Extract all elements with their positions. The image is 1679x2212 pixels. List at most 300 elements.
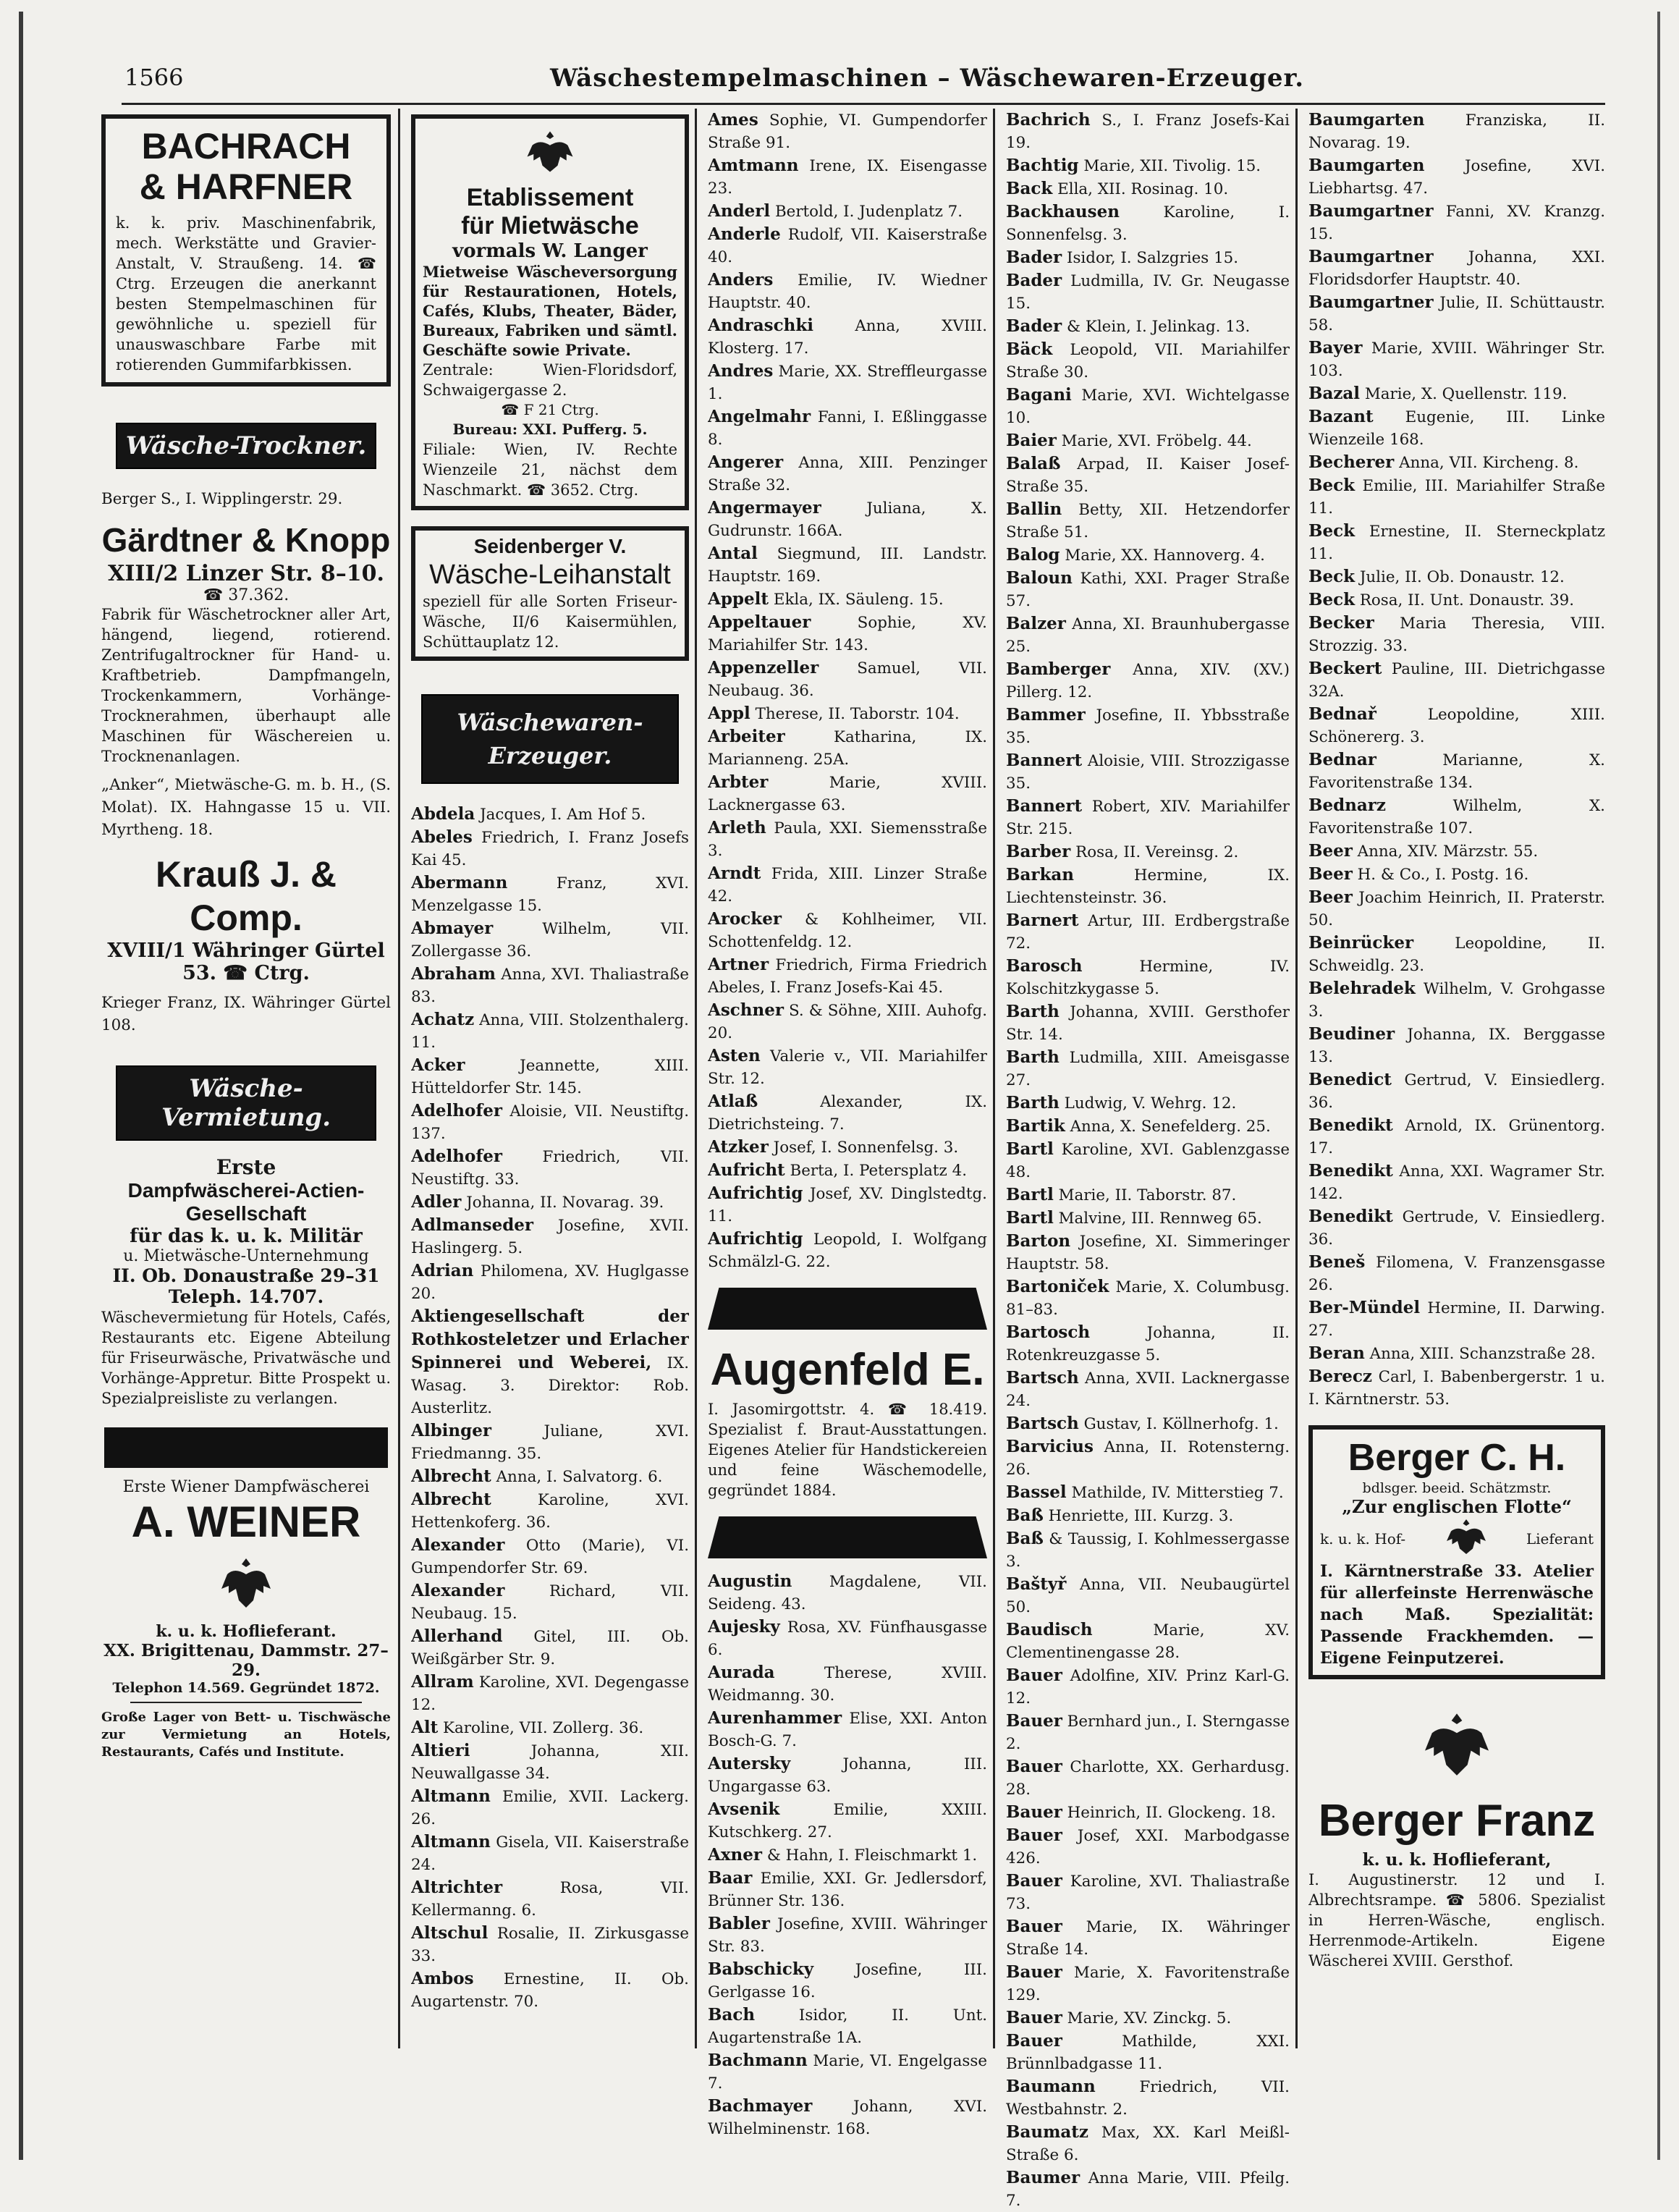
entry-name: Bednař: [1308, 704, 1376, 724]
entry-name: Bauer: [1006, 1711, 1062, 1731]
entry-name: Autersky: [708, 1754, 791, 1773]
directory-entry: [1006, 1801, 1290, 1824]
column-divider: [695, 109, 697, 2048]
entry-name: Amtmann: [708, 156, 799, 175]
entry-name: Alexander: [411, 1581, 505, 1600]
directory-entry: [1006, 177, 1290, 200]
entry-name: Bannert: [1006, 796, 1083, 816]
entry-name: Baumatz: [1006, 2122, 1088, 2142]
entry-address: Karoline, XVI. Hettenkoferg. 36.: [411, 1491, 689, 1532]
entry-address: Joachim Heinrich, II. Praterstr. 50.: [1308, 889, 1605, 929]
directory-entry: [1006, 1230, 1290, 1275]
directory-entry: [1308, 977, 1605, 1023]
entry-address: Anna, XXI. Wagramer Str. 142.: [1308, 1162, 1605, 1203]
entry-name: Baumgarten: [1308, 110, 1425, 130]
entry-address: Ludmilla, IV. Gr. Neugasse 15.: [1006, 272, 1290, 313]
directory-entry: [411, 1922, 689, 1967]
directory-entry: [708, 702, 987, 725]
entry-name: Bader: [1006, 271, 1062, 290]
entry-name: Barvicius: [1006, 1437, 1094, 1456]
header-rule: [122, 103, 1605, 105]
entry-address: Siegmund, III. Landstr. Hauptstr. 169.: [708, 545, 987, 586]
entry-address: Gustav, I. Köllnerhofg. 1.: [1083, 1415, 1279, 1433]
directory-entry: [411, 1488, 689, 1534]
entry-address: Emilie, XXI. Gr. Jedlersdorf, Brünner Str. 136.: [708, 1870, 987, 1910]
entry-address: Marie, XV. Clementinengasse 28.: [1006, 1621, 1290, 1662]
decorative-bar: [104, 1427, 388, 1468]
ad-line: bdlsger. beeid. Schätzmstr.: [1362, 1480, 1552, 1496]
directory-entry: [708, 725, 987, 771]
entry-name: Albinger: [411, 1421, 491, 1440]
entry-address: Eugenie, III. Linke Wienzeile 168.: [1308, 408, 1605, 449]
entry-address: & Kohlheimer, VII. Schottenfeldg. 12.: [708, 911, 987, 951]
ad-berger-franz: [1308, 1708, 1605, 1971]
entry-address: Anna, VIII. Stolzenthalerg. 11.: [411, 1011, 689, 1052]
entry-name: Bartoniček: [1006, 1277, 1109, 1296]
directory-entry: [411, 1739, 689, 1785]
entry-name: Bauer: [1006, 1825, 1062, 1845]
directory-entry: [1006, 338, 1290, 384]
entry-name: Abermann: [411, 873, 508, 892]
directory-entry: [1308, 109, 1605, 154]
entry-address: Sophie, XV. Mariahilfer Str. 143.: [708, 614, 987, 654]
entry-name: Balzer: [1006, 614, 1066, 633]
entry-address: Ernestine, II. Ob. Augartenstr. 70.: [411, 1970, 689, 2011]
directory-entry: [411, 1785, 689, 1831]
directory-entry: [708, 657, 987, 702]
entry-address: Karoline, VII. Zollerg. 36.: [443, 1719, 644, 1737]
directory-entry: [1006, 1183, 1290, 1207]
entry-name: Benedikt: [1308, 1207, 1393, 1226]
entry-name: Bartsch: [1006, 1414, 1079, 1433]
directory-entry: [1006, 2006, 1290, 2030]
entry-name: Bader: [1006, 316, 1062, 336]
entry-address: Maria Theresia, VIII. Strozzig. 33.: [1308, 615, 1605, 655]
entry-address: Ella, XII. Rosinag. 10.: [1057, 180, 1229, 198]
entry-address: Gisela, VII. Kaiserstraße 24.: [411, 1833, 689, 1874]
directory-entry: [1006, 429, 1290, 452]
directory-entry: [411, 1054, 689, 1099]
entry-name: Abmayer: [411, 919, 494, 938]
directory-entry: [1006, 1207, 1290, 1230]
directory-entry: [1308, 1365, 1605, 1411]
entry-address: Mathilde, IV. Mitterstieg 7.: [1071, 1484, 1284, 1502]
entry-address: Carl, I. Babenbergerstr. 1 u. I. Kärntnerstr. 53.: [1308, 1368, 1605, 1409]
directory-entry: [1308, 1114, 1605, 1160]
entry-name: Bednar: [1308, 750, 1376, 769]
entry-address: Jacques, I. Am Hof 5.: [480, 806, 646, 824]
directory-entry: [1006, 1664, 1290, 1710]
entry-address: Elise, XXI. Anton Bosch-G. 7.: [708, 1710, 987, 1750]
directory-entry: [1308, 337, 1605, 382]
entry-address: Marie, IX. Währinger Straße 14.: [1006, 1918, 1290, 1959]
entry-address: Arnold, IX. Grünentorg. 17.: [1308, 1117, 1605, 1157]
directory-entry: [1006, 384, 1290, 429]
entry-name: Barton: [1006, 1231, 1071, 1251]
ad-text: I. Augustinerstr. 12 und I. Albrechtsrampe. ☎ 5806. Spezialist in Herren-Wäsche, englisch. Herrenmode-Artikeln. Eigene Wäscherei XVIII. Gersthof.: [1308, 1871, 1605, 1970]
entry-name: Appelt: [708, 589, 769, 609]
entry-address: Anna Marie, VIII. Pfeilg. 7.: [1006, 2169, 1290, 2210]
entry-address: Franz, XVI. Menzelgasse 15.: [411, 874, 689, 915]
entry-name: Baumann: [1006, 2077, 1096, 2096]
entry-name: Beckert: [1308, 659, 1382, 678]
ad-line: „Zur englischen Flotte“: [1342, 1496, 1572, 1517]
directory-entry: [708, 223, 987, 269]
entry-address: Marie, XVIII. Währinger Str. 103.: [1308, 339, 1605, 380]
entry-name: Altschul: [411, 1923, 489, 1943]
entry-name: Barkan: [1006, 865, 1075, 885]
directory-entry: [708, 1228, 987, 1273]
column-2: [411, 114, 689, 2013]
entry-address: Hermine, IV. Kolschitzkygasse 5.: [1006, 958, 1290, 998]
entry-address: Magdalene, VII. Seideng. 43.: [708, 1573, 987, 1613]
decorative-bar: [708, 1288, 987, 1330]
directory-entry: [708, 1752, 987, 1798]
entry-address: Karoline, XVI. Thaliastraße 73.: [1006, 1873, 1290, 1913]
directory-entry: [1006, 154, 1290, 177]
entry-address: Irene, IX. Eisengasse 23.: [708, 157, 987, 198]
entry-name: Bachrich: [1006, 110, 1091, 130]
directory-entry: [411, 1099, 689, 1145]
directory-entry: [1006, 2075, 1290, 2121]
directory-entry: [1006, 567, 1290, 612]
column-1: [101, 114, 391, 1761]
entry-name: Aufricht: [708, 1160, 785, 1180]
entry-name: Belehradek: [1308, 979, 1416, 998]
entry-name: Arndt: [708, 864, 761, 883]
entry-name: Beneš: [1308, 1252, 1366, 1272]
entry-address: Fanni, XV. Kranzg. 15.: [1308, 203, 1605, 243]
entry-address: Emilie, XXIII. Kutschkerg. 27.: [708, 1801, 987, 1841]
ad-line: XX. Brigittenau, Dammstr. 27–29.: [103, 1641, 389, 1680]
directory-entry: [411, 1145, 689, 1191]
directory-entry: [1006, 1321, 1290, 1367]
entry-address: Marie, X. Favoritenstraße 129.: [1006, 1964, 1290, 2004]
entry-address: Johanna, XVIII. Gersthofer Str. 14.: [1006, 1003, 1290, 1044]
directory-entry: [411, 1259, 689, 1305]
directory-entry: [1006, 1961, 1290, 2006]
entry-address: Philomena, XV. Huglgasse 20.: [411, 1262, 689, 1303]
directory-entry: [708, 1661, 987, 1707]
entry-name: Andraschki: [708, 316, 814, 335]
ad-text: Fabrik für Wäschetrockner aller Art, hängend, liegend, rotierend. Zentrifugaltrockner für Hand- u. Kraftbetrieb. Dampfmangeln, Trockenkammern, Vorhänge-Trocknerahmen, überhaupt alle Maschinen für Wäschereien u. Trocknenanlagen.: [101, 606, 391, 765]
entry-name: Bauer: [1006, 1802, 1062, 1822]
entry-name: Bannert: [1006, 751, 1083, 770]
ad-line: Teleph. 14.707.: [168, 1286, 324, 1307]
entry-address: Jeannette, XIII. Hütteldorfer Str. 145.: [411, 1057, 689, 1097]
entry-address: Bernhard jun., I. Sterngasse 2.: [1006, 1713, 1290, 1753]
column-divider: [398, 109, 400, 2048]
entry-name: Adler: [411, 1192, 462, 1212]
directory-entry: [1006, 2121, 1290, 2166]
ad-text: XVIII/1 Währinger Gürtel 53. ☎ Ctrg.: [107, 940, 385, 984]
ad-text: Mietweise Wäscheversorgung für Restaurationen, Hotels, Cafés, Klubs, Theater, Bäder, Bureaux, Fabriken und sämtl. Geschäfte sowie Private.: [423, 263, 677, 359]
entry-address: Marie, VI. Engelgasse 7.: [708, 2052, 987, 2093]
directory-entry: [1308, 1342, 1605, 1365]
entry-name: Angerer: [708, 452, 784, 472]
entry-address: Kathi, XXI. Prager Straße 57.: [1006, 570, 1290, 610]
entry-name: Ambos: [411, 1969, 474, 1988]
directory-entry: [411, 1534, 689, 1579]
directory-entry: [1308, 588, 1605, 612]
ad-name: Gärdtner & Knopp: [101, 521, 391, 559]
entry-address: Hermine, IX. Liechtensteinstr. 36.: [1006, 866, 1290, 907]
entry-name: Ber-Mündel: [1308, 1298, 1421, 1317]
directory-entry: [1308, 932, 1605, 977]
entry-address: H. & Co., I. Postg. 16.: [1357, 866, 1529, 884]
entry-address: Julie, II. Schüttaustr. 58.: [1308, 294, 1605, 334]
directory-list: [1006, 109, 1290, 2212]
entry-address: Julie, II. Ob. Donaustr. 12.: [1359, 568, 1565, 586]
directory-entry: [1308, 703, 1605, 748]
entry-address: Anna, VII. Kircheng. 8.: [1399, 454, 1579, 472]
entry-address: Johanna, XXI. Floridsdorfer Hauptstr. 40.: [1308, 248, 1605, 289]
directory-entry: [411, 1831, 689, 1876]
ad-line: Gesellschaft: [185, 1202, 307, 1225]
section-banner-waeschewaren: [421, 694, 679, 784]
entry-name: Arbter: [708, 772, 769, 792]
entry-name: Bachtig: [1006, 156, 1079, 175]
entry-address: Anna, II. Rotensterng. 26.: [1006, 1438, 1290, 1479]
directory-entry: [1006, 269, 1290, 315]
directory-entry: [1006, 955, 1290, 1000]
entry-address: Bertold, I. Judenplatz 7.: [774, 203, 963, 221]
entry-name: Appeltauer: [708, 612, 811, 632]
directory-entry: [1006, 1115, 1290, 1138]
entry-name: Antal: [708, 544, 758, 563]
ad-line: ☎ F 21 Ctrg.: [501, 401, 599, 418]
directory-entry: [411, 1579, 689, 1625]
entry-address: Henriette, III. Kurzg. 3.: [1048, 1507, 1234, 1525]
entry-name: Benedikt: [1308, 1161, 1393, 1181]
entry-name: Albrecht: [411, 1466, 491, 1486]
ad-line: Lieferant: [1526, 1530, 1594, 1548]
directory-entry: [708, 314, 987, 360]
directory-entry: [708, 2049, 987, 2095]
directory-entry: [411, 1008, 689, 1054]
entry-name: Benedict: [1308, 1070, 1392, 1089]
directory-entry: [708, 588, 987, 611]
entry-address: Friedrich, Firma Friedrich Abeles, I. Franz Josefs-Kai 45.: [708, 956, 987, 997]
directory-entry: [1308, 612, 1605, 657]
column-divider: [1295, 109, 1298, 2048]
entry-address: Leopoldine, XIII. Schönererg. 3.: [1308, 706, 1605, 746]
entry-name: Aujesky: [708, 1617, 780, 1637]
directory-entry: [411, 1716, 689, 1739]
entry-name: Aufrichtig: [708, 1183, 803, 1203]
entry-name: Augustin: [708, 1571, 792, 1591]
entry-address: Anna, XIV. Märzstr. 55.: [1357, 843, 1539, 861]
directory-entry: [1308, 886, 1605, 932]
directory-entry: [1308, 1068, 1605, 1114]
directory-entry: [1006, 612, 1290, 658]
entry-name: Babschicky: [708, 1959, 814, 1979]
ad-line: u. Mietwäsche-Unternehmung: [123, 1247, 369, 1265]
banner-line: Erzeuger.: [488, 742, 612, 769]
directory-entry: [1308, 154, 1605, 200]
directory-entry: [1006, 1275, 1290, 1321]
directory-entry: [1006, 1138, 1290, 1183]
ad-line: k. u. k. Hof-: [1320, 1530, 1406, 1548]
entry-address: Rudolf, VII. Kaiserstraße 40.: [708, 226, 987, 266]
directory-entry: [708, 1867, 987, 1912]
directory-entry: [708, 1090, 987, 1136]
entry-address: Anna, X. Senefelderg. 25.: [1070, 1118, 1271, 1136]
entry-address: Marie, X. Quellenstr. 119.: [1364, 385, 1568, 403]
ad-line: k. u. k. Hoflieferant.: [156, 1622, 337, 1641]
entry-name: Adrian: [411, 1261, 474, 1280]
directory-entry: [1006, 315, 1290, 338]
directory-entry: [1308, 405, 1605, 451]
entry-name: Altieri: [411, 1741, 470, 1760]
entry-name: Bauer: [1006, 1962, 1062, 1982]
entry-address: Rosa, II. Unt. Donaustr. 39.: [1359, 591, 1575, 609]
entry-address: Emilie, III. Mariahilfer Straße 11.: [1308, 477, 1605, 518]
entry-name: Bauer: [1006, 1666, 1062, 1685]
entry-name: Abraham: [411, 964, 496, 984]
entry-name: Beran: [1308, 1343, 1365, 1363]
entry-name: Back: [1006, 179, 1053, 198]
directory-entry: [1308, 794, 1605, 840]
list-item: Berger S., I. Wipplingerstr. 29.: [101, 490, 343, 508]
ad-name: Augenfeld E.: [710, 1345, 985, 1395]
column-3: [708, 109, 987, 2140]
entry-address: Friedrich, VII. Westbahnstr. 2.: [1006, 2078, 1290, 2119]
entry-address: Johann, XVI. Wilhelminenstr. 168.: [708, 2098, 987, 2138]
directory-entry: [1006, 658, 1290, 704]
entry-address: Anna, I. Salvatorg. 6.: [496, 1468, 663, 1486]
entry-address: Marie, XVI. Fröbelg. 44.: [1061, 432, 1252, 450]
entry-address: Adolfine, XIV. Prinz Karl-G. 12.: [1006, 1667, 1290, 1707]
entry-address: Therese, II. Taborstr. 104.: [755, 705, 960, 723]
entry-address: & Hahn, I. Fleischmarkt 1.: [766, 1846, 978, 1865]
directory-entry: [1006, 1504, 1290, 1527]
entry-address: Josefine, XVIII. Währinger Str. 83.: [708, 1915, 987, 1956]
entry-address: Ernestine, II. Sterneckplatz 11.: [1308, 523, 1605, 563]
directory-entry: [1006, 1755, 1290, 1801]
entry-address: Josefine, XI. Simmeringer Hauptstr. 58.: [1006, 1233, 1290, 1273]
directory-entry: [1006, 246, 1290, 269]
imperial-eagle-icon: [217, 1553, 275, 1618]
entry-name: Baumgartner: [1308, 247, 1434, 266]
page-header: [0, 64, 1679, 100]
ad-name: Berger Franz: [1318, 1796, 1596, 1846]
entry-name: Acker: [411, 1055, 465, 1075]
ad-weiner: [101, 1478, 391, 1761]
directory-entry: [1006, 452, 1290, 498]
entry-address: Juliane, XVI. Friedmanng. 35.: [411, 1422, 689, 1463]
entry-name: Bader: [1006, 248, 1062, 267]
entry-address: Anna, XIV. (XV.) Pillerg. 12.: [1006, 661, 1290, 701]
ad-name: Etablissement: [466, 184, 634, 211]
entry-address: Heinrich, II. Glockeng. 18.: [1067, 1804, 1276, 1822]
entry-address: Charlotte, XX. Gerhardusg. 28.: [1006, 1758, 1290, 1799]
entry-address: Mathilde, XXI. Brünnlbadgasse 11.: [1006, 2032, 1290, 2073]
directory-entry: [1308, 1296, 1605, 1342]
entry-name: Anderle: [708, 224, 781, 244]
entry-name: Baumgarten: [1308, 156, 1425, 175]
entry-address: & Klein, I. Jelinkag. 13.: [1067, 318, 1251, 336]
section-banner: Wäsche-Vermietung.: [116, 1065, 376, 1141]
entry-address: Hermine, II. Darwing. 27.: [1308, 1299, 1605, 1340]
directory-entry: [1006, 2030, 1290, 2075]
entry-address: Paula, XXI. Siemensstraße 3.: [708, 819, 987, 860]
entry-address: Robert, XIV. Mariahilfer Str. 215.: [1006, 798, 1290, 838]
directory-entry: [411, 1465, 689, 1488]
directory-entry: [1006, 795, 1290, 840]
directory-entry: [708, 1798, 987, 1844]
entry-address: Johanna, III. Ungargasse 63.: [708, 1755, 987, 1796]
entry-address: Marianne, X. Favoritenstraße 134.: [1308, 751, 1605, 792]
directory-entry: [1308, 565, 1605, 588]
ad-name: Krauß J. & Comp.: [155, 854, 337, 938]
directory-entry: [1006, 109, 1290, 154]
entry-address: Frida, XIII. Linzer Straße 42.: [708, 865, 987, 906]
entry-address: Rosa, VII. Kellermanng. 6.: [411, 1879, 689, 1920]
directory-entry: [411, 1419, 689, 1465]
directory-entry: [708, 451, 987, 497]
entry-name: Aurenhammer: [708, 1708, 842, 1728]
directory-entry: [708, 2095, 987, 2140]
entry-name: Ames: [708, 110, 758, 130]
ad-erste-dampfwaescherei: [101, 1155, 391, 1409]
entry-address: Josefine, III. Gerlgasse 16.: [708, 1961, 987, 2001]
directory-entry: [411, 826, 689, 871]
column-divider: [993, 109, 995, 2048]
directory-entry: [1308, 863, 1605, 886]
entry-name: Arocker: [708, 909, 782, 929]
entry-name: Artner: [708, 955, 769, 974]
entry-name: Bazal: [1308, 384, 1361, 403]
imperial-eagle-icon: [1421, 1708, 1493, 1788]
directory-entry: [708, 999, 987, 1044]
entry-address: Artur, III. Erdbergstraße 72.: [1006, 912, 1290, 953]
directory-entry: [411, 1305, 689, 1419]
directory-entry: [708, 771, 987, 816]
entry-name: Atzker: [708, 1137, 769, 1157]
ad-krauss: [101, 853, 391, 984]
entry-name: Bammer: [1006, 705, 1086, 725]
directory-entry: [1006, 1481, 1290, 1504]
ad-line: Telephon 14.569. Gegründet 1872.: [112, 1680, 380, 1696]
directory-entry: [708, 1616, 987, 1661]
entry-name: Becker: [1308, 613, 1374, 633]
entry-name: Barth: [1006, 1093, 1060, 1113]
entry-address: Marie, XVI. Wichtelgasse 10.: [1006, 387, 1290, 427]
imperial-eagle-icon: [1445, 1517, 1488, 1561]
ad-line: Filiale: Wien, IV. Rechte Wienzeile 21, nächst dem Naschmarkt. ☎ 3652. Ctrg.: [423, 441, 677, 499]
entry-name: Aufrichtig: [708, 1229, 803, 1249]
directory-entry: [708, 542, 987, 588]
entry-name: Altrichter: [411, 1878, 503, 1897]
entry-name: Baumer: [1006, 2168, 1080, 2187]
decorative-bar: [708, 1516, 987, 1558]
directory-entry: [708, 154, 987, 200]
entry-address: Aloisie, VII. Neustiftg. 137.: [411, 1102, 689, 1143]
ad-text: speziell für alle Sorten Friseur-Wäsche, II/6 Kaisermühlen, Schüttauplatz 12.: [423, 593, 677, 651]
directory-entry: [411, 1191, 689, 1214]
entry-name: Allram: [411, 1672, 474, 1692]
directory-entry: [1006, 1000, 1290, 1046]
directory-entry: [708, 1136, 987, 1159]
ad-address: XIII/2 Linzer Str. 8–10.: [108, 561, 384, 586]
directory-entry: [708, 1707, 987, 1752]
entry-address: Josefine, XVI. Liebhartsg. 47.: [1308, 157, 1605, 198]
entry-address: Johanna, II. Rotenkreuzgasse 5.: [1006, 1324, 1290, 1364]
entry-name: Albrecht: [411, 1490, 491, 1509]
entry-name: Bach: [708, 2005, 756, 2025]
entry-address: Karoline, XVI. Gablenzgasse 48.: [1006, 1141, 1290, 1181]
